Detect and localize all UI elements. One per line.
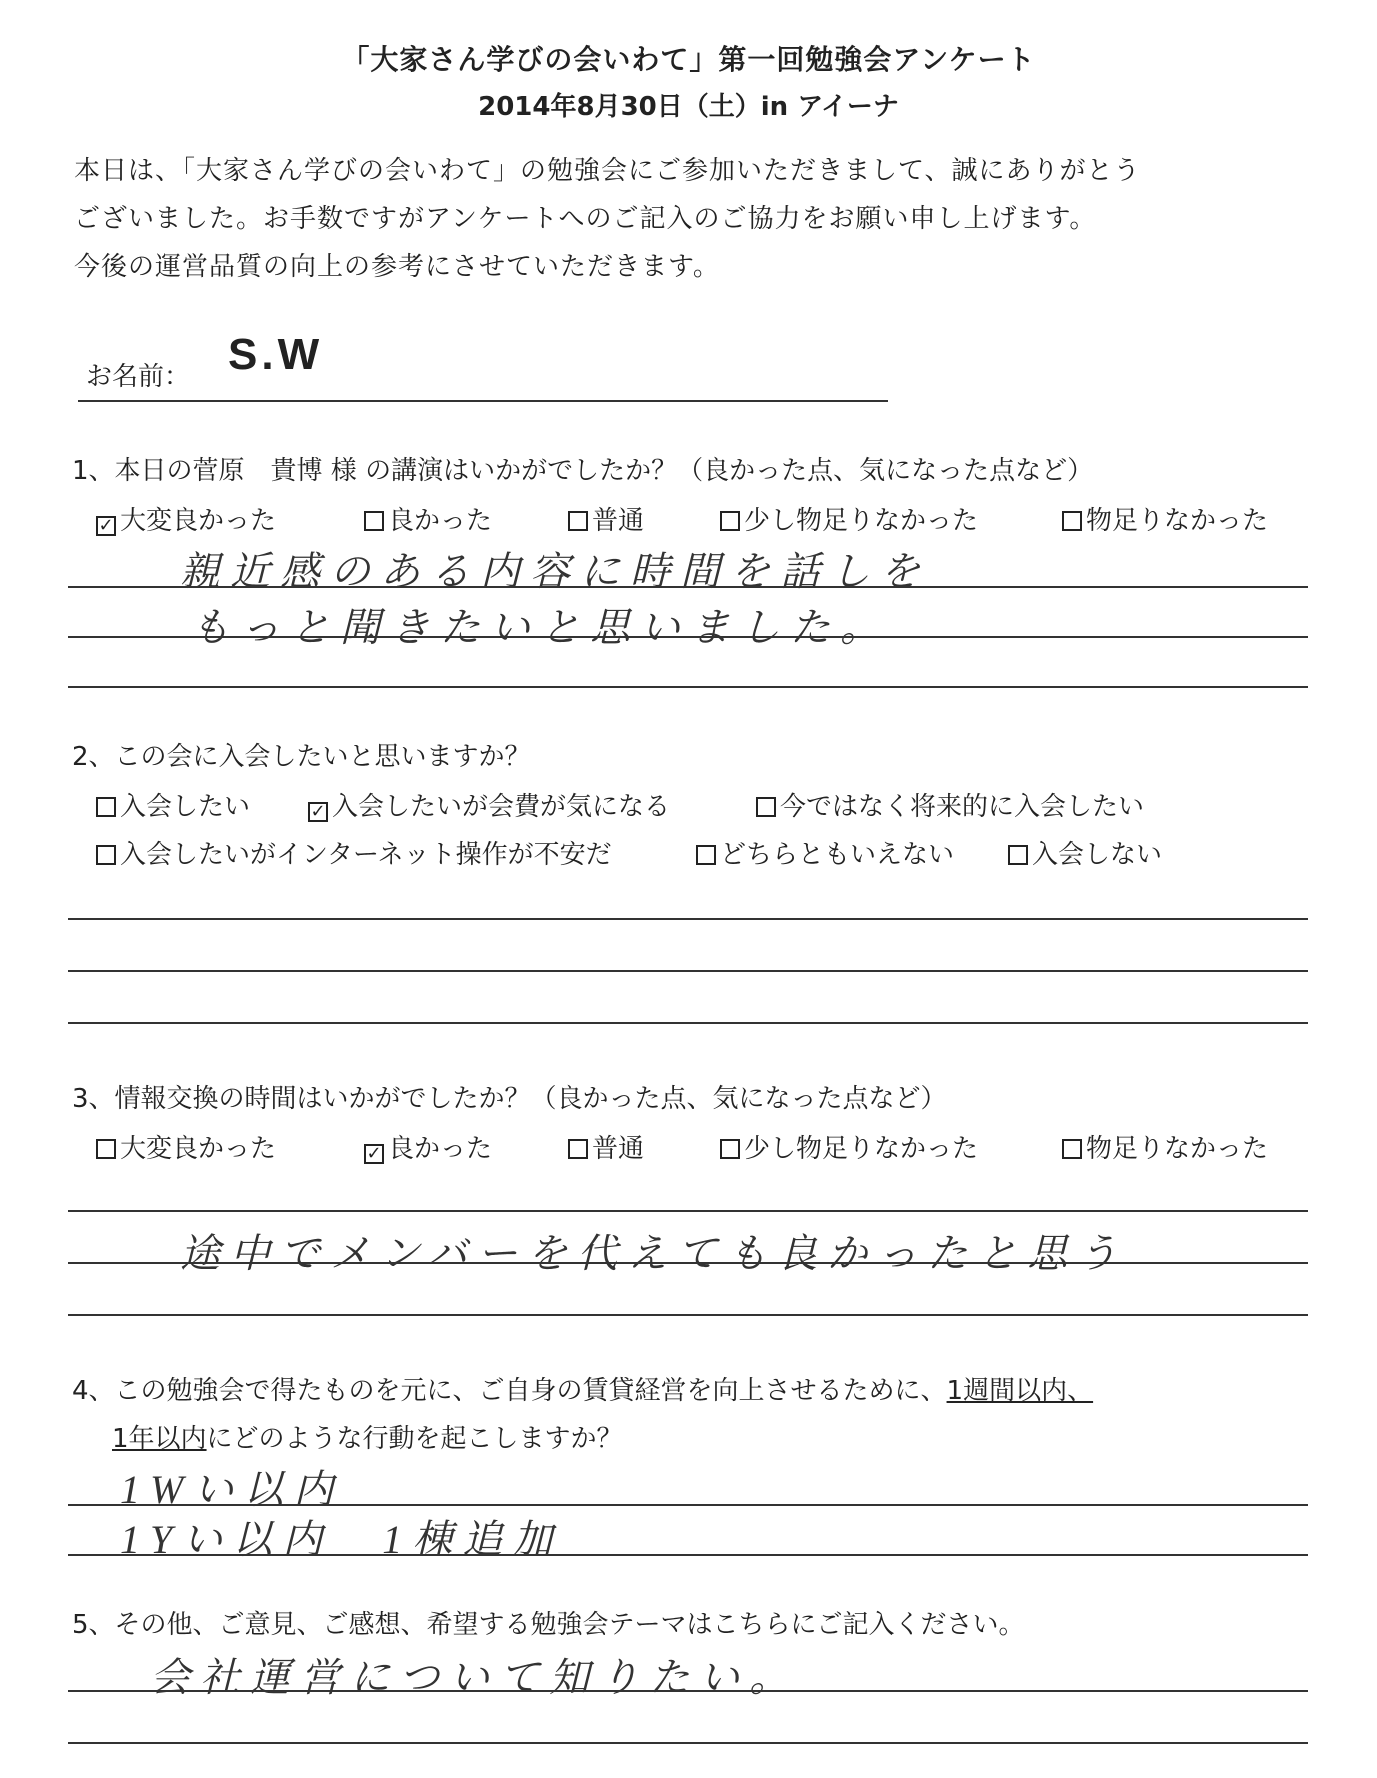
checkbox-icon[interactable]: ✓ (364, 1144, 384, 1164)
q2-option-3[interactable]: 今ではなく将来的に入会したい (756, 786, 1144, 823)
name-underline (78, 400, 888, 402)
q5-answer-rule-1 (68, 1690, 1308, 1692)
checkbox-icon[interactable] (720, 1139, 740, 1159)
checkbox-icon[interactable] (720, 511, 740, 531)
checkbox-icon[interactable] (96, 797, 116, 817)
q5-answer-rule-2 (68, 1742, 1308, 1744)
q3-answer-rule-1 (68, 1210, 1308, 1212)
q3-question: 3、情報交換の時間はいかがでしたか？（良かった点、気になった点など） (72, 1084, 947, 1114)
q2-question: 2、この会に入会したいと思いますか？ (72, 742, 531, 772)
intro-line-1: 本日は、「大家さん学びの会いわて」の勉強会にご参加いただきまして、誠にありがとう (74, 156, 1141, 186)
q1-answer-line-1[interactable]: 親近感のある内容に時間を話しを (180, 549, 930, 594)
q2-answer-rule-2 (68, 970, 1308, 972)
q2-answer-rule-1 (68, 918, 1308, 920)
q4-answer-line-1[interactable]: 1Wい以内 (120, 1467, 344, 1512)
checkbox-icon[interactable] (756, 797, 776, 817)
q1-answer-rule-2 (68, 636, 1308, 638)
q2-option-4[interactable]: 入会したいがインターネット操作が不安だ (96, 834, 612, 871)
q1-option-3[interactable]: 普通 (568, 500, 644, 537)
name-value[interactable]: S.W (228, 330, 324, 379)
q3-option-1[interactable]: 大変良かった (96, 1128, 276, 1165)
q4-answer-line-2[interactable]: 1Yい以内 1棟追加 (120, 1517, 563, 1562)
q1-question: 1、本日の菅原 貴博 様 の講演はいかがでしたか？（良かった点、気になった点など） (72, 456, 1094, 486)
checkbox-icon[interactable] (568, 511, 588, 531)
q3-option-4[interactable]: 少し物足りなかった (720, 1128, 978, 1165)
checkbox-icon[interactable] (96, 845, 116, 865)
intro-line-3: 今後の運営品質の向上の参考にさせていただきます。 (74, 252, 720, 282)
q2-option-2[interactable]: ✓ 入会したいが会費が気になる (308, 786, 670, 823)
name-label: お名前： (86, 362, 191, 392)
q5-answer-line-1[interactable]: 会社運営について知りたい。 (150, 1655, 800, 1700)
checkbox-icon[interactable]: ✓ (308, 802, 328, 822)
q3-option-2[interactable]: ✓ 良かった (364, 1128, 492, 1165)
q4-answer-rule-1 (68, 1504, 1308, 1506)
q1-option-5[interactable]: 物足りなかった (1062, 500, 1268, 537)
q3-option-3[interactable]: 普通 (568, 1128, 644, 1165)
checkbox-icon[interactable]: ✓ (96, 516, 116, 536)
checkbox-icon[interactable] (1062, 1139, 1082, 1159)
checkbox-icon[interactable] (696, 845, 716, 865)
q5-question: 5、その他、ご意見、ご感想、希望する勉強会テーマはこちらにご記入ください。 (72, 1610, 1025, 1640)
q1-option-2[interactable]: 良かった (364, 500, 492, 537)
q1-option-1[interactable]: ✓ 大変良かった (96, 500, 276, 537)
q1-answer-rule-3 (68, 686, 1308, 688)
q2-option-1[interactable]: 入会したい (96, 786, 250, 823)
q3-answer-rule-2 (68, 1262, 1308, 1264)
q4-answer-rule-2 (68, 1554, 1308, 1556)
q3-option-5[interactable]: 物足りなかった (1062, 1128, 1268, 1165)
checkbox-icon[interactable] (1008, 845, 1028, 865)
checkbox-icon[interactable] (1062, 511, 1082, 531)
checkbox-icon[interactable] (96, 1139, 116, 1159)
q3-answer-rule-3 (68, 1314, 1308, 1316)
checkbox-icon[interactable] (364, 511, 384, 531)
q1-answer-line-2[interactable]: もっと聞きたいと思いました。 (190, 605, 890, 650)
q3-answer-line-1[interactable]: 途中でメンバーを代えても良かったと思う (180, 1231, 1128, 1276)
q1-answer-rule-1 (68, 586, 1308, 588)
q2-option-5[interactable]: どちらともいえない (696, 834, 954, 871)
q4-question-line-2: 1年以内にどのような行動を起こしますか？ (112, 1424, 623, 1454)
q2-answer-rule-3 (68, 1022, 1308, 1024)
q2-option-6[interactable]: 入会しない (1008, 834, 1162, 871)
q1-option-4[interactable]: 少し物足りなかった (720, 500, 978, 537)
q4-question-line-1: 4、この勉強会で得たものを元に、ご自身の賃貸経営を向上させるために、1週間以内、 (72, 1376, 1094, 1406)
intro-line-2: ございました。お手数ですがアンケートへのご記入のご協力をお願い申し上げます。 (74, 204, 1097, 234)
survey-date-venue: 2014年8月30日（土）in アイーナ (478, 92, 899, 122)
survey-title: 「大家さん学びの会いわて」第一回勉強会アンケート (341, 43, 1036, 76)
checkbox-icon[interactable] (568, 1139, 588, 1159)
